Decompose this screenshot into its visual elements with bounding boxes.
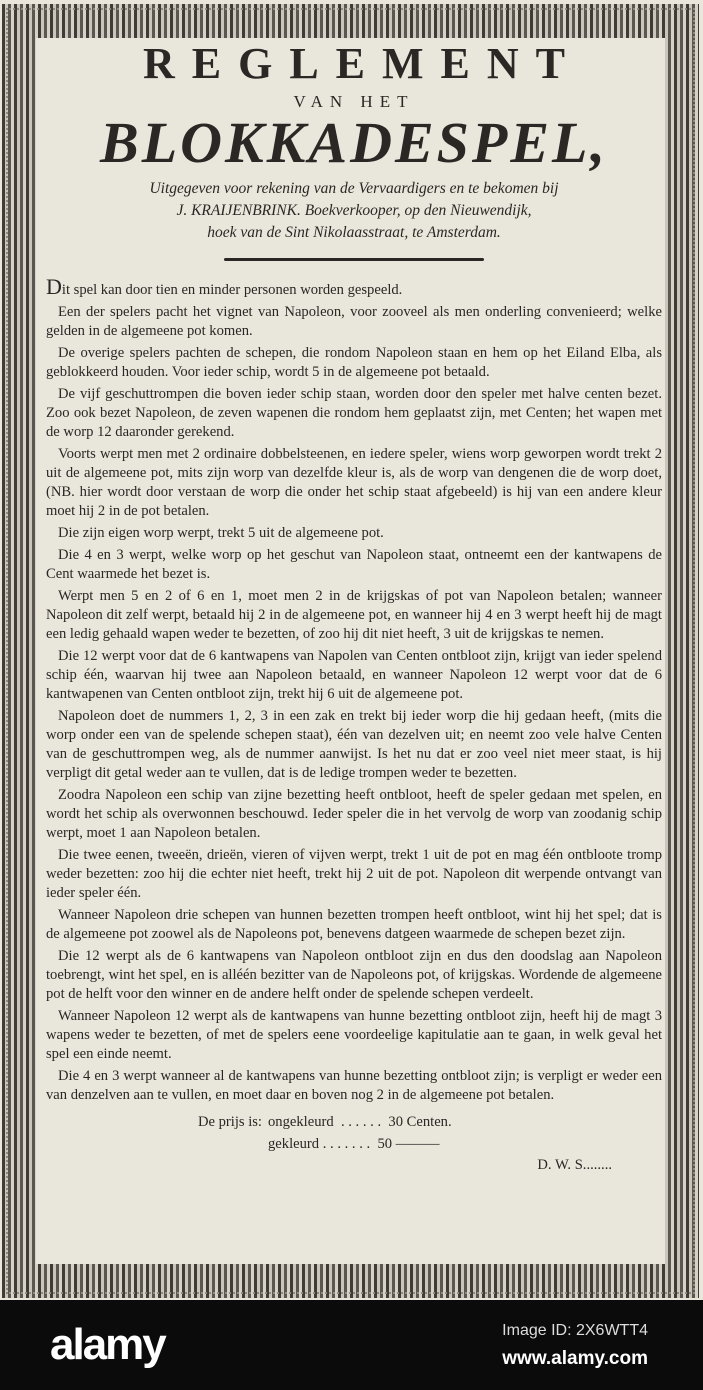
game-name: BLOKKADESPEL, <box>100 110 608 175</box>
paragraph: Voorts werpt men met 2 ordinaire dobbelsteenen, en iedere speler, wiens worp geworpen wordt trekt 2 uit de algemeene pot, mits zijn worp van dezelfde kleur is, als de worp van dengenen die de worp doet, (NB. hier wordt door verstaan de worp die onder het schip staat afgebeeld) is hij van een andere kleur moet hij 2 in de pot betalen. <box>46 446 662 519</box>
price-dots: . . . . . . <box>340 1114 382 1130</box>
publisher-line: J. KRAIJENBRINK. Boekverkooper, op den Nieuwendijk, <box>176 202 532 219</box>
paragraph: Die 4 en 3 werpt, welke worp op het geschut van Napoleon staat, ontneemt een der kantwapens de Cent waarmede het bezet is. <box>46 547 662 582</box>
price-value: 30 Centen. <box>388 1114 452 1130</box>
price-dots: . . . . . . . <box>322 1136 371 1152</box>
paragraph: Een der spelers pacht het vignet van Napoleon, voor zooveel als men onderling convenieerd; welke gelden in de algemeene pot komen. <box>46 304 662 339</box>
price-value: 50 ——— <box>377 1136 440 1152</box>
price-label: De prijs is: <box>197 1114 262 1130</box>
publisher-info <box>46 178 662 244</box>
paragraph: Die zijn eigen worp werpt, trekt 5 uit de algemeene pot. <box>58 525 384 541</box>
paragraph: Napoleon doet de nummers 1, 2, 3 in een zak en trekt bij ieder worp die hij gedaan heeft, (mits die worp onder een van de spelende schepen staat), één van dezelven uit; en neemt zoo vele halve Centen van de geschuttrompen weg, als de nummer aanwijst. Is het nu dat er zoo veel niet meer staat, is hij verpligt dit getal weder aan te vullen, dat is de ledige trompen weder te bezetten. <box>46 708 662 781</box>
paragraph: Wanneer Napoleon 12 werpt als de kantwapens van hunne bezetting ontbloot zijn, heeft hij de magt 3 wapens weder te bezetten, of met de spelers eene voordeelige kapitulatie aan te gaan, in welk geval het spel een einde neemt. <box>46 1008 662 1062</box>
paragraph: De vijf geschuttrompen die boven ieder schip staan, worden door den speler met halve centen bezet. Zoo ook bezet Napoleon, de zeven wapenen die rondom hem geplaatst zijn, met Centen; het wapen met de worp 12 daaronder gerekend. <box>46 386 662 440</box>
price-name: ongekleurd <box>268 1114 334 1130</box>
paragraph: Die 12 werpt voor dat de 6 kantwapens van Napolen van Centen ontbloot zijn, krijgt van ieder spelend schip één, waarvan hij twee aan Napoleon betaald, en wanneer Napoleon 12 werpt voor dat de 6 kantwapenen van Centen ontbloot zijn, trekt hij 6 uit de algemeene pot. <box>46 648 662 702</box>
watermark-url: www.alamy.com <box>502 1348 648 1369</box>
paragraph: Die 12 werpt als de 6 kantwapens van Napoleon ontbloot zijn en dus den doodslag aan Napoleon toebrengt, wint het spel, en is alléén bezitter van de Napoleons pot, of krijgskas. Wordende de algemeene pot de helft voor den winner en de andere helft onder de spelende schepen verdeelt. <box>46 948 662 1002</box>
publisher-line: Uitgegeven voor rekening van de Vervaardigers en te bekomen bij <box>149 180 559 197</box>
paragraph: Werpt men 5 en 2 of 6 en 1, moet men 2 in de krijgskas of pot van Napoleon betalen; wanneer Napoleon dit zelf werpt, betaald hij 2 in de algemeene pot, en wanneer hij 4 en 3 werpt heeft hij de magt een ledig gehaald wapen weder te bezetten, of zoo hij dit niet heeft, 3 uit de krijgskas te nemen. <box>46 588 662 642</box>
watermark-bar <box>0 1300 703 1390</box>
drop-cap: D <box>46 274 62 299</box>
document-subtitle: VAN HET <box>293 92 415 111</box>
paragraph: Zoodra Napoleon een schip van zijne bezetting heeft ontbloot, heeft de speler gedaan met spelen, en wordt het schip als overwonnen beschouwd. Ieder speler die in het vervolg de worp van zoodanig schip werpt, moet 1 aan Napoleon betalen. <box>46 787 662 841</box>
paragraph: De overige spelers pachten de schepen, die rondom Napoleon staan en hem op het Eiland Elba, als geblokkeerd houden. Voor ieder schip, wordt 5 in de algemeene pot betaald. <box>46 345 662 380</box>
paragraph: Die 4 en 3 werpt wanneer al de kantwapens van hunne bezetting ontbloot zijn; is verpligt er weder een van denzelven aan te vullen, en moet daar en boven nog 2 in de algemeene pot betalen. <box>46 1068 662 1103</box>
price-row <box>46 1133 662 1155</box>
price-row <box>46 1111 662 1133</box>
paragraph: Die twee eenen, tweeën, drieën, vieren of vijven werpt, trekt 1 uit de pot en mag één ontbloote tromp weder bezetten: zoo hij die echter niet heeft, trekt hij 2 uit de pot. Napoleon dit werpende ontvangt van ieder speler één. <box>46 847 662 901</box>
paragraph-text: it spel kan door tien en minder personen worden gespeeld. <box>61 282 403 298</box>
price-list <box>46 1111 662 1155</box>
document-content <box>46 40 662 1174</box>
alamy-logo: alamy <box>50 1320 165 1369</box>
image-id: Image ID: 2X6WTT4 <box>502 1322 648 1339</box>
divider <box>224 258 484 261</box>
publisher-line: hoek van de Sint Nikolaasstraat, te Amsterdam. <box>207 224 501 241</box>
rules-body <box>46 274 662 1105</box>
document-title: REGLEMENT <box>142 39 583 88</box>
signature: D. W. S........ <box>537 1157 612 1173</box>
paragraph <box>46 274 662 300</box>
price-name: gekleurd <box>268 1136 320 1152</box>
paragraph: Wanneer Napoleon drie schepen van hunnen bezetten trompen heeft ontbloot, wint hij het spel; dat is de algemeene pot zoowel als de Napoleons pot, benevens datgeen waarmede de schepen bezet zijn. <box>46 907 662 942</box>
